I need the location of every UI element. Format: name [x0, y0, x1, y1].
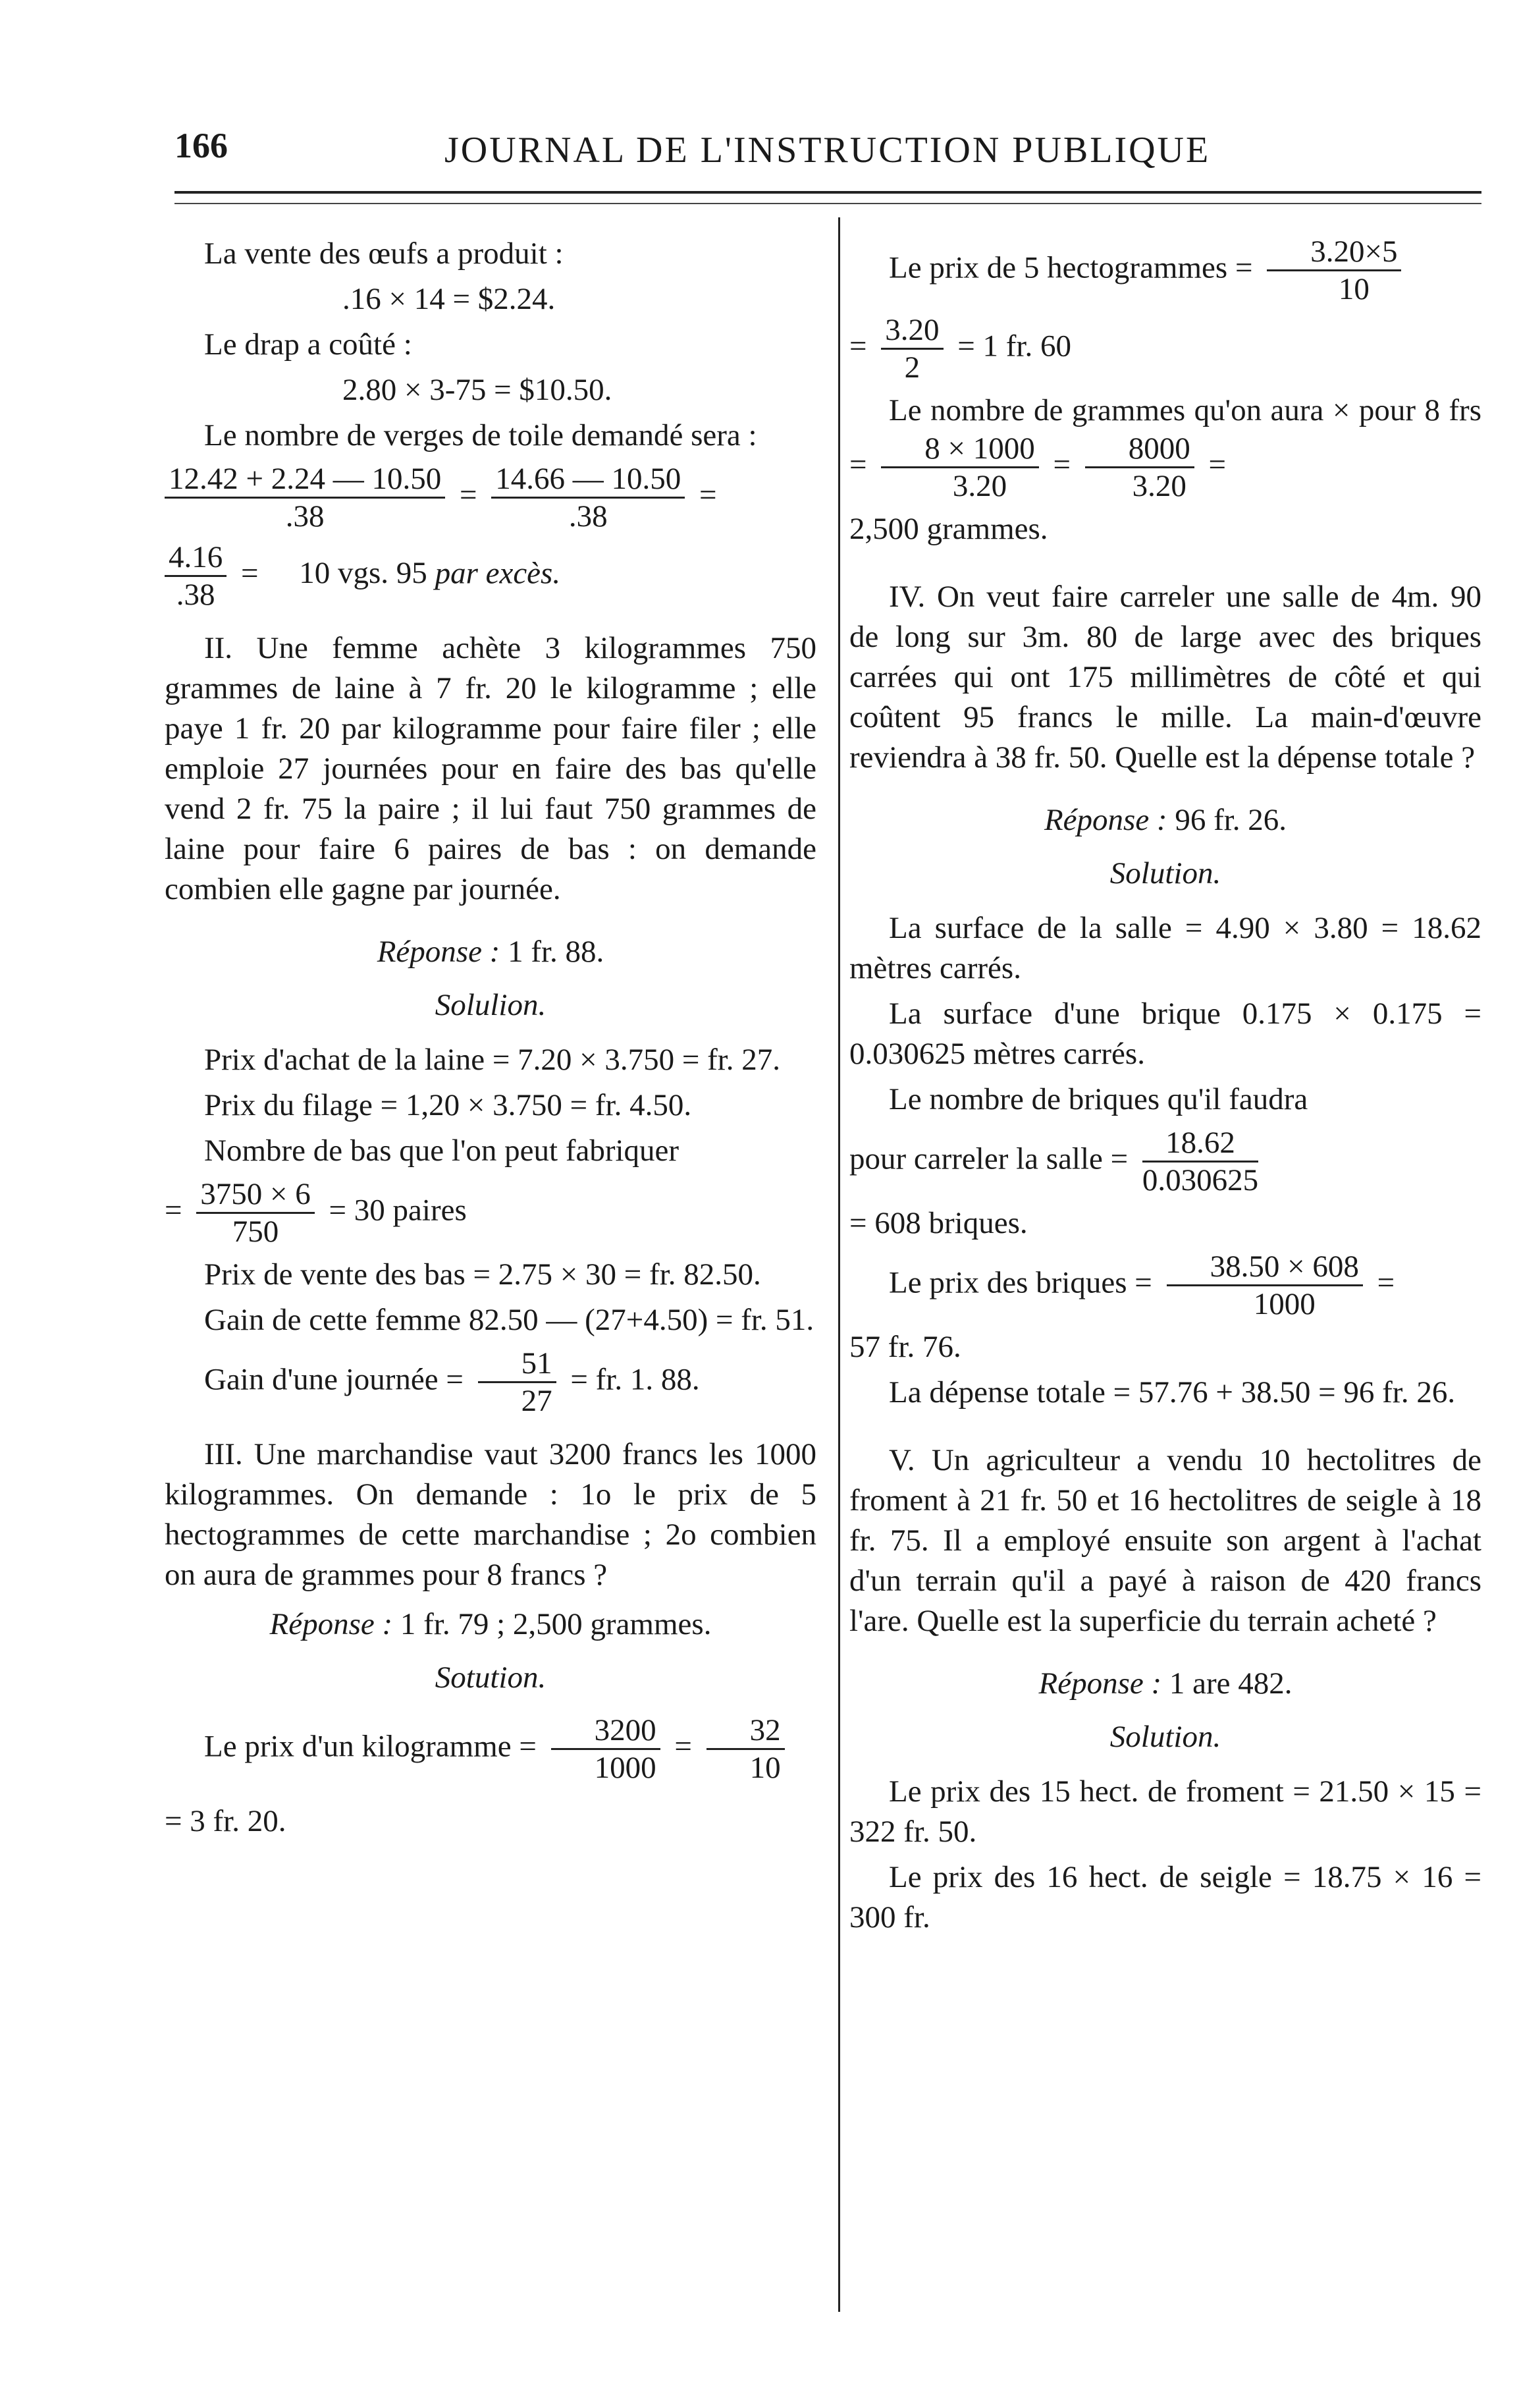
verges-equation [165, 461, 816, 534]
fraction [706, 1712, 785, 1786]
journee-equation [165, 1346, 816, 1419]
fraction-numerator: 8 × 1000 [881, 431, 1039, 468]
reponse-label: Réponse : [1038, 1666, 1162, 1701]
fraction-denominator: .38 [285, 499, 325, 534]
fraction-numerator: 3750 × 6 [196, 1176, 315, 1214]
hecto-equation [849, 234, 1481, 307]
vente-line: Prix de vente des bas = 2.75 × 30 = fr. 82.50. [204, 1257, 761, 1292]
equals-sign: = [241, 556, 259, 591]
solution-3-label: Sotution. [435, 1660, 546, 1695]
fraction-denominator: 0.030625 [1142, 1163, 1259, 1197]
fraction-denominator: 2 [904, 350, 920, 385]
fraction-numerator: 4.16 [165, 539, 227, 577]
fraction-numerator: 3.20 [881, 312, 943, 350]
drap-label: Le drap a coûté : [204, 327, 412, 362]
fraction [478, 1346, 556, 1419]
fraction [881, 312, 943, 385]
reponse-label: Réponse : [269, 1607, 393, 1641]
fraction-numerator: 32 [706, 1712, 785, 1750]
fraction [1085, 431, 1194, 504]
fraction-denominator: 10 [1338, 272, 1370, 306]
reponse-label: Réponse : [1044, 803, 1167, 837]
solution-2-label: Solulion. [435, 988, 546, 1022]
left-column [165, 234, 816, 1847]
achat-line: Prix d'achat de la laine = 7.20 × 3.750 = fr. 27. [204, 1043, 781, 1077]
fraction-denominator: .38 [176, 578, 215, 612]
grammes-intro: Le nombre de grammes qu'on aura × pour 8 frs = [849, 393, 1481, 482]
equals-sign: = [1208, 447, 1227, 482]
fraction-numerator: 8000 [1085, 431, 1194, 468]
verges-intro: Le nombre de verges de toile demandé sera : [204, 418, 757, 452]
reponse-value: 96 fr. 26. [1175, 803, 1287, 837]
fraction-denominator: 1000 [594, 1751, 656, 1785]
fraction [165, 461, 445, 534]
grammes-equation [849, 391, 1481, 504]
equals-sign: = [849, 329, 867, 364]
fraction-denominator: 3.20 [1132, 469, 1186, 503]
bas-result: = 30 paires [329, 1193, 467, 1228]
page-header [168, 119, 1485, 191]
surface-salle: La surface de la salle = 4.90 × 3.80 = 18.62 mètres carrés. [849, 911, 1481, 985]
fraction [165, 539, 227, 613]
hecto-result-line [849, 312, 1481, 385]
fraction-numerator: 3.20×5 [1267, 234, 1401, 271]
problem-2: II. Une femme achète 3 kilogrammes 750 grammes de laine à 7 fr. 20 le kilogramme ; elle paye 1 fr. 20 par kilogramme pour faire filer ; elle emploie 27 journées pour en faire des bas qu'elle vend 2 fr. 75 la paire ; il lui faut 750 grammes de laine pour faire 6 paires de bas : on demande combien elle gagne par journée. [165, 631, 816, 906]
equals-sign: = [699, 478, 717, 512]
prix-briques-equation [849, 1249, 1481, 1322]
fraction-numerator: 38.50 × 608 [1167, 1249, 1363, 1286]
equals-sign: = [460, 478, 477, 512]
verges-result: 10 vgs. 95 [299, 556, 427, 591]
fraction-numerator: 3200 [551, 1712, 660, 1750]
kilo-equation [165, 1712, 816, 1786]
journal-title: JOURNAL DE L'INSTRUCTION PUBLIQUE [444, 130, 1211, 171]
reponse-2 [165, 932, 816, 972]
fraction [551, 1712, 660, 1786]
froment-line: Le prix des 15 hect. de froment = 21.50 × 15 = 322 fr. 50. [849, 1774, 1481, 1849]
verges-result-line [165, 539, 816, 613]
fraction-denominator: 3.20 [952, 469, 1007, 503]
reponse-5 [849, 1664, 1481, 1704]
fraction [1167, 1249, 1363, 1322]
kilo-label: Le prix d'un kilogramme = [204, 1729, 537, 1764]
fraction-denominator: .38 [568, 499, 608, 534]
bas-equation [165, 1176, 816, 1249]
reponse-value: 1 are 482. [1169, 1666, 1292, 1701]
journee-result: = fr. 1. 88. [570, 1362, 700, 1397]
oeufs-label: La vente des œufs a produit : [204, 236, 564, 271]
par-exces: par excès. [435, 556, 561, 591]
drap-calc: 2.80 × 3-75 = $10.50. [342, 373, 612, 407]
bas-intro: Nombre de bas que l'on peut fabriquer [204, 1134, 680, 1168]
page-number: 166 [174, 126, 228, 165]
reponse-3 [165, 1604, 816, 1645]
kilo-result: = 3 fr. 20. [165, 1804, 286, 1838]
equals-sign: = [1053, 447, 1071, 482]
fraction-denominator: 27 [521, 1384, 552, 1418]
solution-4-label: Solution. [1109, 856, 1221, 890]
hecto-label: Le prix de 5 hectogrammes = [889, 250, 1253, 285]
fraction [1142, 1125, 1258, 1198]
filage-line: Prix du filage = 1,20 × 3.750 = fr. 4.50. [204, 1088, 692, 1122]
prix-briques-label: Le prix des briques = [889, 1265, 1152, 1300]
reponse-label: Réponse : [377, 935, 500, 969]
equals-sign: = [674, 1729, 692, 1764]
briques-label: pour carreler la salle = [849, 1141, 1129, 1176]
surface-brique: La surface d'une brique 0.175 × 0.175 = 0.030625 mètres carrés. [849, 997, 1481, 1071]
fraction-numerator: 51 [478, 1346, 556, 1383]
problem-3: III. Une marchandise vaut 3200 francs les 1000 kilogrammes. On demande : 1o le prix de 5 hectogrammes de cette marchandise ; 2o combien on aura de grammes pour 8 francs ? [165, 1437, 816, 1592]
fraction [1267, 234, 1401, 307]
problem-4: IV. On veut faire carreler une salle de 4m. 90 de long sur 3m. 80 de large avec des briques carrées qui ont 175 millimètres de côté et qui coûtent 95 francs le mille. La main-d'œuvre reviendra à 38 fr. 50. Quelle est la dépense totale ? [849, 580, 1481, 775]
solution-5-label: Solution. [1109, 1720, 1221, 1754]
oeufs-calc: .16 × 14 = $2.24. [342, 282, 556, 316]
right-column [849, 234, 1481, 1943]
hecto-result: = 1 fr. 60 [957, 329, 1071, 364]
fraction [196, 1176, 315, 1249]
fraction [491, 461, 685, 534]
reponse-value: 1 fr. 79 ; 2,500 grammes. [400, 1607, 712, 1641]
fraction-numerator: 12.42 + 2.24 — 10.50 [165, 461, 445, 499]
fraction-denominator: 10 [749, 1751, 781, 1785]
depense-totale: La dépense totale = 57.76 + 38.50 = 96 fr. 26. [889, 1375, 1456, 1409]
fraction-denominator: 750 [232, 1215, 279, 1249]
seigle-line: Le prix des 16 hect. de seigle = 18.75 × 16 = 300 fr. [849, 1860, 1481, 1934]
header-rule [174, 191, 1481, 204]
briques-equation [849, 1125, 1481, 1198]
column-divider [838, 217, 840, 2312]
grammes-result: 2,500 grammes. [849, 512, 1048, 546]
equals-sign: = [165, 1193, 182, 1228]
equals-sign: = [1377, 1265, 1395, 1300]
reponse-4 [849, 800, 1481, 840]
journee-label: Gain d'une journée = [204, 1362, 464, 1397]
briques-result: = 608 briques. [849, 1206, 1028, 1240]
problem-5: V. Un agriculteur a vendu 10 hectolitres de froment à 21 fr. 50 et 16 hectolitres de seigle à 18 fr. 75. Il a employé ensuite son argent à l'achat d'un terrain qu'il a payé à raison de 420 francs l'are. Quelle est la superficie du terrain acheté ? [849, 1443, 1481, 1638]
briques-intro: Le nombre de briques qu'il faudra [889, 1082, 1308, 1116]
fraction-denominator: 1000 [1253, 1287, 1316, 1321]
reponse-value: 1 fr. 88. [508, 935, 604, 969]
fraction-numerator: 18.62 [1142, 1125, 1258, 1163]
prix-briques-result: 57 fr. 76. [849, 1330, 961, 1364]
fraction [881, 431, 1039, 504]
fraction-numerator: 14.66 — 10.50 [491, 461, 685, 499]
gain-line: Gain de cette femme 82.50 — (27+4.50) = fr. 51. [204, 1303, 814, 1337]
